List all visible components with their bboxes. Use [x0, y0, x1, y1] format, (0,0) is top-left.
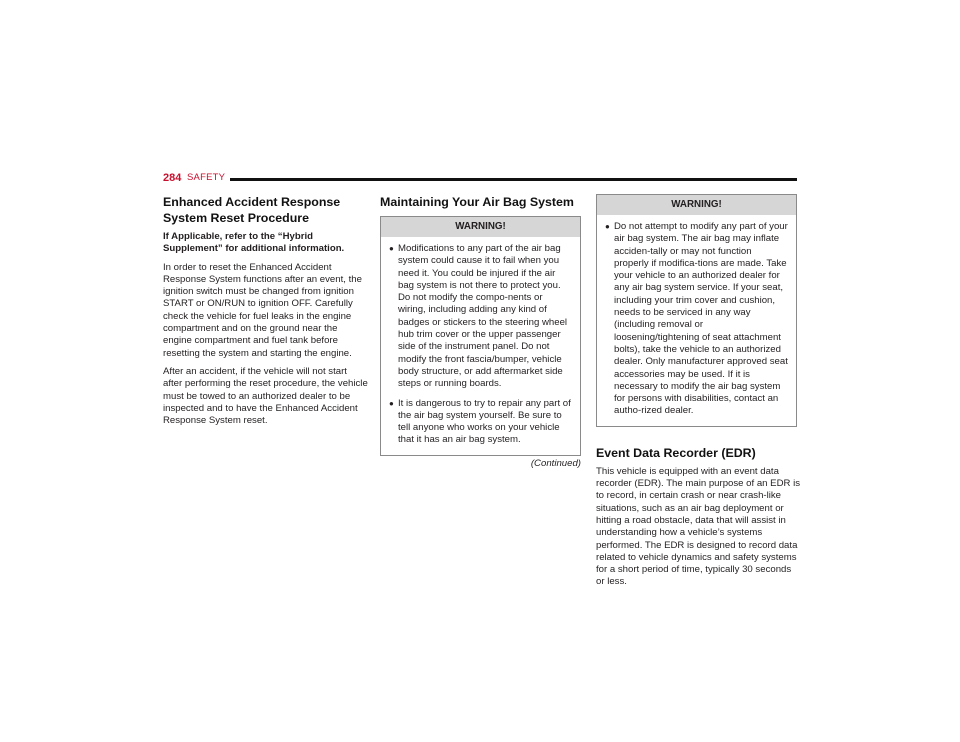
warning-text: Do not attempt to modify any part of your air bag system. The air bag may inflate acciden-tally or may not function properly if modifica-tions are made. Take your vehicle to an authorized dealer for any air bag system service. If your seat, including your trim cover and cushion, needs to be serviced in any way (including removal or loosening/tightening of seat attachment bolts), take the vehicle to an authorized dealer. Only manufacturer approved seat accessories may be used. If it is necessary to modify the air bag system for persons with disabilities, contact an autho-rized dealer. [614, 221, 788, 417]
bullet-icon: ● [605, 222, 610, 231]
warning-box [380, 216, 581, 456]
warning-box [596, 194, 797, 427]
warning-list [597, 215, 796, 426]
column-left [163, 194, 368, 433]
page-header [163, 170, 797, 186]
section-heading-maintaining-air-bag: Maintaining Your Air Bag System [380, 195, 574, 209]
bullet-icon: ● [389, 244, 394, 253]
warning-text: Modifications to any part of the air bag system could cause it to fail when you need it. You could be injured if the air bag system is not there to protect you. Do not modify the compo-nents or wiring, including adding any kind of badges or stickers to the steering wheel hub trim cover or the upper passenger side of the instrument panel. Do not modify the front fascia/bumper, vehicle body structure, or add aftermarket side steps or running boards. [398, 243, 568, 390]
warning-item [389, 398, 572, 447]
reset-paragraph: In order to reset the Enhanced Accident Response System functions after an event, the ignition switch must be changed from ignition START or ON/RUN to ignition OFF. Carefully check the vehicle for fuel leaks in the engine compartment and on the ground near the engine compartment and fuel tank before resetting the system and starting the engine. [163, 261, 362, 359]
warning-list [381, 237, 580, 455]
column-middle [380, 194, 585, 470]
continued-label: (Continued) [530, 457, 581, 469]
column-right [596, 194, 801, 595]
section-heading-edr: Event Data Recorder (EDR) [596, 445, 756, 460]
warning-header: WARNING! [381, 217, 580, 237]
warning-item [389, 243, 572, 391]
tow-paragraph: After an accident, if the vehicle will not start after performing the reset procedure, the vehicle must be towed to an authorized dealer to be inspected and to have the Enhanced Accident Response System reset. [163, 365, 368, 427]
header-rule [230, 178, 797, 181]
section-heading-ears-reset: Enhanced Accident Response System Reset Procedure [163, 195, 341, 225]
section-title: SAFETY [187, 172, 226, 183]
warning-header: WARNING! [597, 195, 796, 215]
warning-text: It is dangerous to try to repair any part of the air bag system yourself. Be sure to tell anyone who works on your vehicle that it has an air bag system. [398, 397, 571, 446]
warning-item [605, 221, 788, 418]
hybrid-note: If Applicable, refer to the “Hybrid Supplement” for additional information. [163, 231, 345, 255]
page-number: 284 [163, 172, 182, 184]
bullet-icon: ● [389, 398, 394, 408]
edr-paragraph: This vehicle is equipped with an event data recorder (EDR). The main purpose of an EDR is to record, in certain crash or near crash-like situations, such as an air bag deployment or hitting a road obstacle, data that will assist in understanding how a vehicle’s systems performed. The EDR is designed to record data related to vehicle dynamics and safety systems for a short period of time, typically 30 seconds or less. [596, 465, 801, 588]
